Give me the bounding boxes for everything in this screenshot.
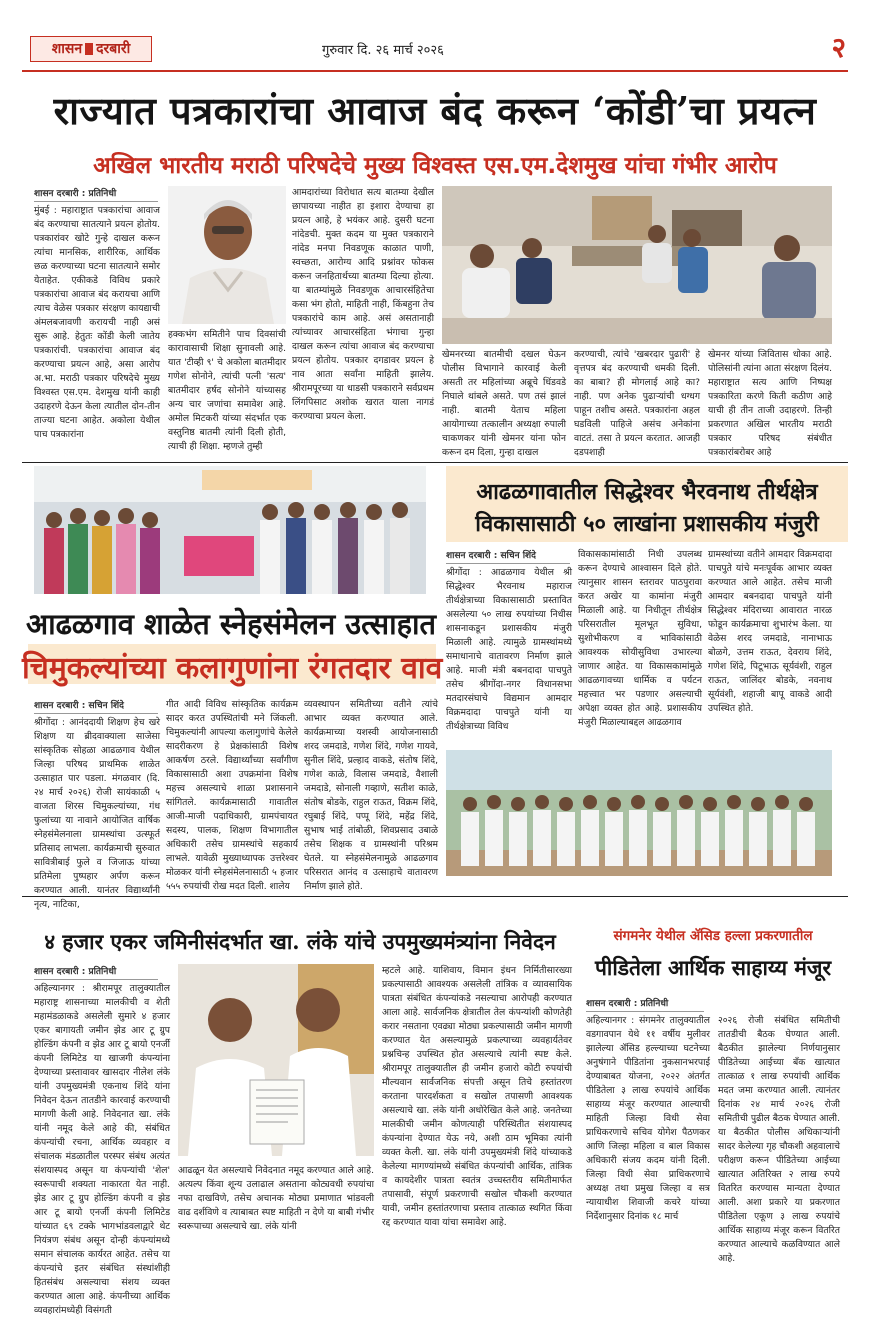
story2-headline-line2: विकासासाठी ५० लाखांना प्रशासकीय मंजुरी (475, 511, 819, 537)
story2-col1: श्रीगोंदा : आढळगाव येथील श्री सिद्धेश्वर भैरवनाथ महाराज तीर्थक्षेत्राच्या विकासासाठी प्रस्तावित असलेल्या ५० लाख रुपयांच्या निधीस शासनाकडून प्रशासकीय मंजुरी मिळाली आहे. त्यामुळे ग्रामस्थांमध्ये समाधानाचे वातावरण निर्माण झाले आहे. माजी मंत्री बबनदादा पाचपुते तसेच श्रीगोंदा-नगर विधानसभा मतदारसंघाचे विद्यमान आमदार विक्रमदादा पाचपुते यांनी या तीर्थक्षेत्राच्या विविध (446, 567, 572, 732)
issue-date: गुरुवार दि. २६ मार्च २०२६ (322, 43, 444, 58)
story4-col2: आढळून येत असल्याचे निवेदनात नमूद करण्यात आले आहे. अत्यल्प किंवा शून्य उलाढाल असताना कोट्यवधी रुपयांचा नफा दाखविणे, तसेच अचानक मोठ्या प्रमाणात भांडवली वाढ दर्शविणे व त्याबाबत स्पष्ट माहिती न देणे या बाबी गंभीर स्वरूपाच्या असल्याचे खा. लंके यांनी (178, 1165, 374, 1232)
story5-kicker: संगमनेर येथील ॲसिड हल्ला प्रकरणातील (613, 928, 813, 944)
logo-right-word: दरबारी (96, 41, 131, 57)
story2-col3: ग्रामस्थांच्या वतीने आमदार विक्रमदादा पाचपुते यांचे मनःपूर्वक आभार व्यक्त करण्यात आले आहेत. तसेच माजी आमदार बबनदादा पाचपुते यांनी सिद्धेश्वर मंदिराच्या आवारात नारळ फोडून कार्यक्रमाचा शुभारंभ केला. या वेळेस शरद जमदाडे, नानाभाऊ बोळगे, उत्तम राऊत, देवराय शिंदे, गणेश शिंदे, पिटूभाऊ सूर्यवंशी, राहुल राऊत, जालिंदर बोडके, नवनाथ सूर्यवंशी, शहाजी बापू वाकडे आदी उपस्थित होते. (708, 549, 832, 714)
story4-col1: अहिल्यानगर : श्रीरामपूर तालुक्यातील महाराष्ट्र शासनाच्या मालकीची व शेती महामंडळाकडे असलेली सुमारे ४ हजार एकर बागायती जमीन झेड आर टू ग्रुप होल्डिंग कंपनी व झेड आर टू बायो एनर्जी कंपनी लिमिटेड या खाजगी कंपन्यांना देण्याच्या प्रस्तावावर खासदार नीलेश लंके यांनी उपमुख्यमंत्री एकनाथ शिंदे यांना निवेदन देऊन तातडीने कारवाई करण्याची मागणी केली आहे. निवेदनात खा. लंके यांनी नमूद केले आहे की, संबंधित कंपन्यांची रचना, आर्थिक व्यवहार व संचालक मंडळातील परस्पर संबंध अत्यंत संशयास्पद असून या कंपन्यांची 'शेल' स्वरूपाची शक्यता नाकारता येत नाही. झेड आर टू ग्रुप होल्डिंग कंपनी व झेड आर टू बायो एनर्जी कंपनी लिमिटेड यांच्यात ६९ टक्के भागभांडवलाद्वारे थेट नियंत्रण संबंध असून दोन्ही कंपन्यांमध्ये समान संचालक कार्यरत आहेत. तसेच या कंपन्यांचे इतर संबंधित संस्थांशीही हितसंबंध असल्याचा संशय व्यक्त करण्यात आला आहे. कंपनीच्या आर्थिक व्यवहारांमध्येही विसंगती (34, 983, 170, 1316)
story5-col2: २०२६ रोजी संबंधित समितीची तातडीची बैठक घेण्यात आली. बैठकीत झालेल्या निर्णयानुसार पीडितेच्या आईच्या बँक खात्यात तात्काळ १ लाख रुपयांची आर्थिक मदत जमा करण्यात आली. त्यानंतर दिनांक २४ मार्च २०२६ रोजी समितीची पुढील बैठक घेण्यात आली. या बैठकीत पोलीस अधिकाऱ्यांनी सादर केलेल्या गृह चौकशी अहवालाचे परीक्षण करून पीडितेच्या आईच्या खात्यात अतिरिक्त २ लाख रुपये वितरित करण्यास मान्यता देण्यात आली. अशा प्रकारे या प्रकरणात पीडितेला एकूण ३ लाख रुपयांचे आर्थिक साहाय्य मंजूर करून वितरित करण्यात आल्याचे कळविण्यात आले आहे. (718, 1015, 840, 1264)
story1-col3: आमदारांच्या विरोधात सत्य बातम्या देखील छापायच्या नाहीत हा इशारा देण्याचा हा प्रयत्न आहे, हे भयंकर आहे. दुसरी घटना नांदेडची. मुक्त कदम या मुक्त पत्रकाराने नांदेड मनपा निवडणूक काळात पाणी, स्वच्छता, आरोग्य आदि प्रश्नांवर फोकस करून जनहितार्थच्या बातम्या दिल्या होत्या. या बातम्यांमुळे निवडणूक आचारसंहितेचा कसा भंग होतो, माहिती नाही, किंबहुना तेच पत्रकारांचे काम आहे. असं असतानाही त्यांच्यावर आचारसंहिता भंगाचा गुन्हा दाखल करून त्यांचा आवाज बंद करण्याचा प्रयत्न होतोय. पत्रकार दगडावर प्रयत्न हे नाव आता सर्वांना माहिती झालेय. श्रीरामपूरच्या या धाडसी पत्रकाराने सर्वप्रथम लिंगपिसाट अशोक खरात याला नागडं करण्याचा प्रयत्न केला. (292, 187, 434, 422)
story1-meeting-photo (442, 186, 832, 344)
divider-1 (22, 462, 848, 463)
story3-headline: आढळगाव शाळेत स्नेहसंमेलन उत्साहात (25, 607, 437, 641)
story1-headline: राज्यात पत्रकारांचा आवाज बंद करून ‘कोंडी’चा प्रयत्न (53, 88, 817, 133)
story1-col2: हक्कभंग समितीने पाच दिवसांची कारावासाची शिक्षा सुनावली आहे. यात 'टीव्ही ९' चे अकोला बातमीदार गणेश सोनोने, त्यांची पत्नी 'सत्य' बातमीदार हर्षद सोनोने यांच्यासह अन्य चार जणांचा समावेश आहे. अमोल मिटकरी यांच्या संदर्भात एक वस्तुनिष्ठ बातमी त्यांनी दिली होती, त्याची ही शिक्षा. म्हणजे तुम्ही (168, 329, 286, 452)
divider-2 (22, 896, 848, 897)
story4-headline: ४ हजार एकर जमिनीसंदर्भात खा. लंके यांचे उपमुख्यमंत्र्यांना निवेदन (44, 929, 556, 954)
story1-col4: खेमनरच्या बातमीची दखल घेऊन पोलीस विभागाने कारवाई केली असती तर महिलांच्या अब्रूचे धिंडवडे निघाले थांबले असते. पण तसं झालं नाही. बातमी येताच महिला आयोगाच्या तत्कालीन अध्यक्षा रुपाली चाकणकर यांनी खेमनर यांना फोन करून दम दिला, गुन्हा दाखल (442, 349, 566, 458)
masthead (22, 30, 848, 70)
story1-col6: खेमनर यांच्या जिवितास धोका आहे. पोलिसांनी त्यांना आता संरक्षण दिलंय. महाराष्ट्रात सत्य आणि निष्पक्ष पत्रकारिता करणे किती कठीण आहे याची ही तीन ताजी उदाहरणे. तिन्ही प्रकरणात अखिल भारतीय मराठी पत्रकार परिषद संबंधीत पत्रकारांबरोबर आहे (708, 349, 832, 458)
story4-byline: शासन दरबारी : प्रतिनिधी (34, 964, 158, 980)
masthead-rule (22, 70, 848, 72)
newspaper-logo (30, 36, 152, 62)
story3-col1: श्रीगोंदा : आनंददायी शिक्षण हेच खरे शिक्षण या ब्रीदवाक्याला साजेसा सांस्कृतिक सोहळा आढळगाव येथील जिल्हा परिषद प्राथमिक शाळेत उत्साहात पार पडला. मंगळवार (दि. २४ मार्च २०२६) रोजी सायंकाळी ५ वाजता शिरस चिमुकल्यांच्या, गंध फुलांच्या या नावाने आयोजित वार्षिक स्नेहसंमेलनाला ग्रामस्थांचा उत्स्फूर्त प्रतिसाद लाभला. कार्यक्रमाची सुरुवात सावित्रीबाई फुले व जिजाऊ यांच्या प्रतिमेला पुष्पहार अर्पण करून करण्यात आली. यानंतर विद्यार्थ्यांनी नृत्य, नाटिका, (34, 717, 160, 910)
school-event-illustration (34, 466, 426, 594)
story2-group-photo (446, 750, 832, 876)
story2-headline-line1: आढळगावातील सिद्धेश्वर भैरवनाथ तीर्थक्षेत्र (476, 479, 818, 505)
story2-col2: विकासकामांसाठी निधी उपलब्ध करून देण्याचे आश्वासन दिले होते. त्यानुसार शासन स्तरावर पाठपुरावा करत अखेर या कामांना मंजुरी मिळाली आहे. या निधीतून तीर्थक्षेत्र परिसरातील मूलभूत सुविधा, सुशोभीकरण व भाविकांसाठी आवश्यक सोयीसुविधा उभारल्या जाणार आहेत. या विकासकामांमुळे आढळगावच्या धार्मिक व पर्यटन महत्त्वात भर पडणार असल्याची अपेक्षा व्यक्त होत आहे. प्रशासकीय मंजुरी मिळाल्याबद्दल आढळगाव (578, 549, 702, 728)
story5-headline: पीडितेला आर्थिक साहाय्य मंजूर (594, 955, 832, 980)
lion-emblem-icon (85, 43, 93, 55)
story1-portrait-photo (168, 186, 286, 324)
story1-col1: मुंबई : महाराष्ट्रात पत्रकारांचा आवाज बंद करण्याचा सातत्याने प्रयत्न होतोय. पत्रकारांवर खोटे गुन्हे दाखल करून त्यांचा मानसिक, शारीरिक, आर्थिक छळ करण्याच्या घटना सातत्याने समोर येताहेत. एकीकडे विविध प्रकारे पत्रकारांचा आवाज बंद करायचा आणि त्याच वेळेस पत्रकार संरक्षण कायद्याची अंमलबजावणी करायची नाही असं सुरू आहे. हेतुतः कोंडी केली जातेय पत्रकारांची. पत्रकारांचा आवाज बंद करण्याचा प्रयत्न आहे, असा आरोप अ.भा. मराठी पत्रकार परिषदेचे मुख्य विश्वस्त एस.एम. देशमुख यांनी काही उदाहरणे देऊन केला त्यातील दोन-तीन ताज्या घटना आहेत. अकोला येथील पाच पत्रकारांना (34, 205, 160, 440)
temple-group-illustration (446, 750, 832, 876)
story1-subhead: अखिल भारतीय मराठी परिषदेचे मुख्य विश्वस्त एस.एम.देशमुख यांचा गंभीर आरोप (93, 153, 777, 179)
memorandum-illustration (178, 964, 374, 1156)
story2-byline: शासन दरबारी : सचिन शिंदे (446, 548, 570, 564)
story3-col3: व्यवस्थापन समितीच्या वतीने त्यांचे आभार व्यक्त करण्यात आले. कार्यक्रमाच्या यशस्वी आयोजनासाठी शरद जमदाडे, गणेश शिंदे, गणेश गायवे, सुनील शिंदे, प्रल्हाद वाकडे, संतोष शिंदे, गणेश काळे, विलास जमदाडे, वैशाली जमदाडे, सोनाली गव्हाणे, सतीश काळे, संतोष बोडके, राहुल राऊत, विक्रम शिंदे, रघुबाई शिंदे, पप्पू शिंदे, महेंद्र शिंदे, सुभाष भाई तांबोळी, शिवप्रसाद उबाळे तसेच शिक्षक व ग्रामस्थांनी परिश्रम घेतले. या स्नेहसंमेलनामुळे आढळगाव परिसरात आनंद व उत्साहाचे वातावरण निर्माण झाले होते. (304, 699, 438, 892)
page-number: २ (831, 31, 846, 64)
story4-col3: म्हटले आहे. याशिवाय, विमान इंधन निर्मितीसारख्या प्रकल्पासाठी आवश्यक असलेली तांत्रिक व व्यावसायिक पात्रता संबंधित कंपन्यांकडे नसल्याचा आरोपही करण्यात आला आहे. सार्वजनिक क्षेत्रातील तेल कंपन्यांशी कोणतेही करार नसताना एवढ्या मोठ्या प्रकल्पासाठी जमीन मागणी करण्यात येत असल्यामुळे प्रकल्पाच्या व्यवहार्यतेवर प्रश्नचिन्ह उपस्थित होत असल्याचे त्यांनी स्पष्ट केले. श्रीरामपूर तालुक्यातील ही जमीन हजारो कोटी रुपयांची मौल्यवान सार्वजनिक संपत्ती असून तिचे हस्तांतरण करताना पारदर्शकता व सखोल तपासणी आवश्यक असल्याचे खा. लंके यांनी अधोरेखित केले आहे. जनतेच्या मालकीची जमीन कोणत्याही परिस्थितीत संशयास्पद कंपन्यांना देण्यात येऊ नये, अशी ठाम भूमिका त्यांनी व्यक्त केली. खा. लंके यांनी उपमुख्यमंत्री शिंदे यांच्याकडे केलेल्या मागण्यांमध्ये संबंधित कंपन्यांची आर्थिक, तांत्रिक व कायदेशीर पात्रता स्वतंत्र उच्चस्तरीय समितीमार्फत तपासावी, संपूर्ण प्रकरणाची सखोल चौकशी करण्यात यावी, जमीन हस्तांतरणाचा प्रस्ताव तात्काळ स्थगित किंवा रद्द करण्यात यावा यांचा समावेश आहे. (382, 965, 572, 1228)
story1-col5: करण्याची, त्यांचे 'खबरदार पुढारी' हे वृत्तपत्र बंद करण्याची धमकी दिली. का बाबा? ही मोगलाई आहे का? नाही. पण अनेक पुढाऱ्यांची धग्धग पाहून तशीच असते. पत्रकारांना अहल घडविली पाहिजे असंच अनेकांना वाटतं. तसा ते प्रयत्न करतात. आजही दडपशाही (574, 349, 700, 458)
logo-left-word: शासन (51, 41, 83, 57)
story3-col2: गीत आदी विविध सांस्कृतिक कार्यक्रम सादर करत उपस्थितांची मने जिंकली. चिमुकल्यांनी आपल्या कलागुणांचे केलेले सादरीकरण हे प्रेक्षकांसाठी विशेष आकर्षण ठरले. विद्यार्थ्यांच्या सर्वांगीण विकासासाठी अशा उपक्रमांना विशेष महत्त्व असल्याचे शाळा प्रशासनाने सांगितले. कार्यक्रमासाठी गावातील आजी-माजी पदाधिकारी, ग्रामपंचायत सदस्य, पालक, शिक्षण विभागातील अधिकारी तसेच ग्रामस्थांचे सहकार्य लाभले. यावेळी मुख्याध्यापक उत्तरेश्वर मोळकर यांनी स्नेहसंमेलनासाठी ५ हजार ५५५ रुपयांची रोख मदत दिली. शालेय (166, 699, 298, 892)
story3-subhead: चिमुकल्यांच्या कलागुणांना रंगतदार वाव (22, 651, 443, 686)
story3-byline: शासन दरबारी : सचिन शिंदे (34, 698, 158, 714)
story5-byline: शासन दरबारी : प्रतिनिधी (586, 996, 704, 1012)
meeting-illustration (442, 186, 832, 344)
story4-handover-photo (178, 964, 374, 1156)
story3-group-photo (34, 466, 426, 594)
story5-col1: अहिल्यानगर : संगमनेर तालुक्यातील वडगावपान येथे ११ वर्षीय मुलीवर झालेल्या ॲसिड हल्ल्याच्या घटनेच्या अनुषंगाने पीडितांना नुकसानभरपाई देण्याबाबत योजना, २०२२ अंतर्गत पीडितेला ३ लाख रुपयांचे आर्थिक साहाय्य मंजूर करण्यात आल्याची माहिती जिल्हा विधी सेवा प्राधिकरणाचे सचिव योगेश पैठणकर आणि जिल्हा महिला व बाल विकास अधिकारी संजय कदम यांनी दिली. जिल्हा विधी सेवा प्राधिकरणाचे अध्यक्ष तथा प्रमुख जिल्हा व सत्र न्यायाधीश शिवाजी कचरे यांच्या निर्देशानुसार दिनांक १८ मार्च (586, 1015, 710, 1222)
portrait-illustration (168, 186, 286, 324)
story1-byline: शासन दरबारी : प्रतिनिधी (34, 186, 158, 202)
